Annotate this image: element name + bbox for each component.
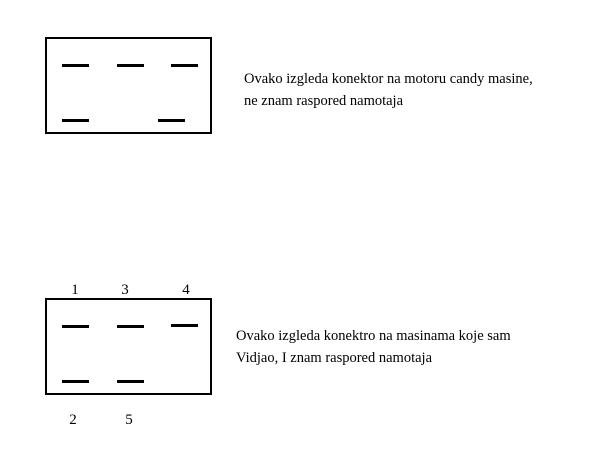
bottom-connector-pin: [62, 380, 89, 383]
top-caption-line-2: ne znam raspored namotaja: [244, 93, 404, 109]
top-connector-pin: [171, 64, 198, 67]
pin-label-4: 4: [182, 282, 190, 298]
bottom-caption-line-1: Ovako izgleda konektro na masinama koje sam: [236, 328, 511, 344]
top-connector-pin: [158, 119, 185, 122]
bottom-connector-pin: [117, 325, 144, 328]
top-caption-line-1: Ovako izgleda konektor na motoru candy masine,: [244, 71, 533, 87]
pin-label-2: 2: [69, 412, 77, 428]
pin-label-1: 1: [71, 282, 79, 298]
top-connector-pin: [62, 119, 89, 122]
top-connector-pin: [117, 64, 144, 67]
top-connector-pin: [62, 64, 89, 67]
top-connector-box: [45, 37, 212, 134]
pin-label-3: 3: [121, 282, 129, 298]
bottom-connector-pin: [117, 380, 144, 383]
pin-label-5: 5: [125, 412, 133, 428]
bottom-connector-pin: [62, 325, 89, 328]
bottom-connector-box: [45, 298, 212, 395]
bottom-caption-line-2: Vidjao, I znam raspored namotaja: [236, 350, 433, 366]
bottom-connector-pin: [171, 324, 198, 327]
